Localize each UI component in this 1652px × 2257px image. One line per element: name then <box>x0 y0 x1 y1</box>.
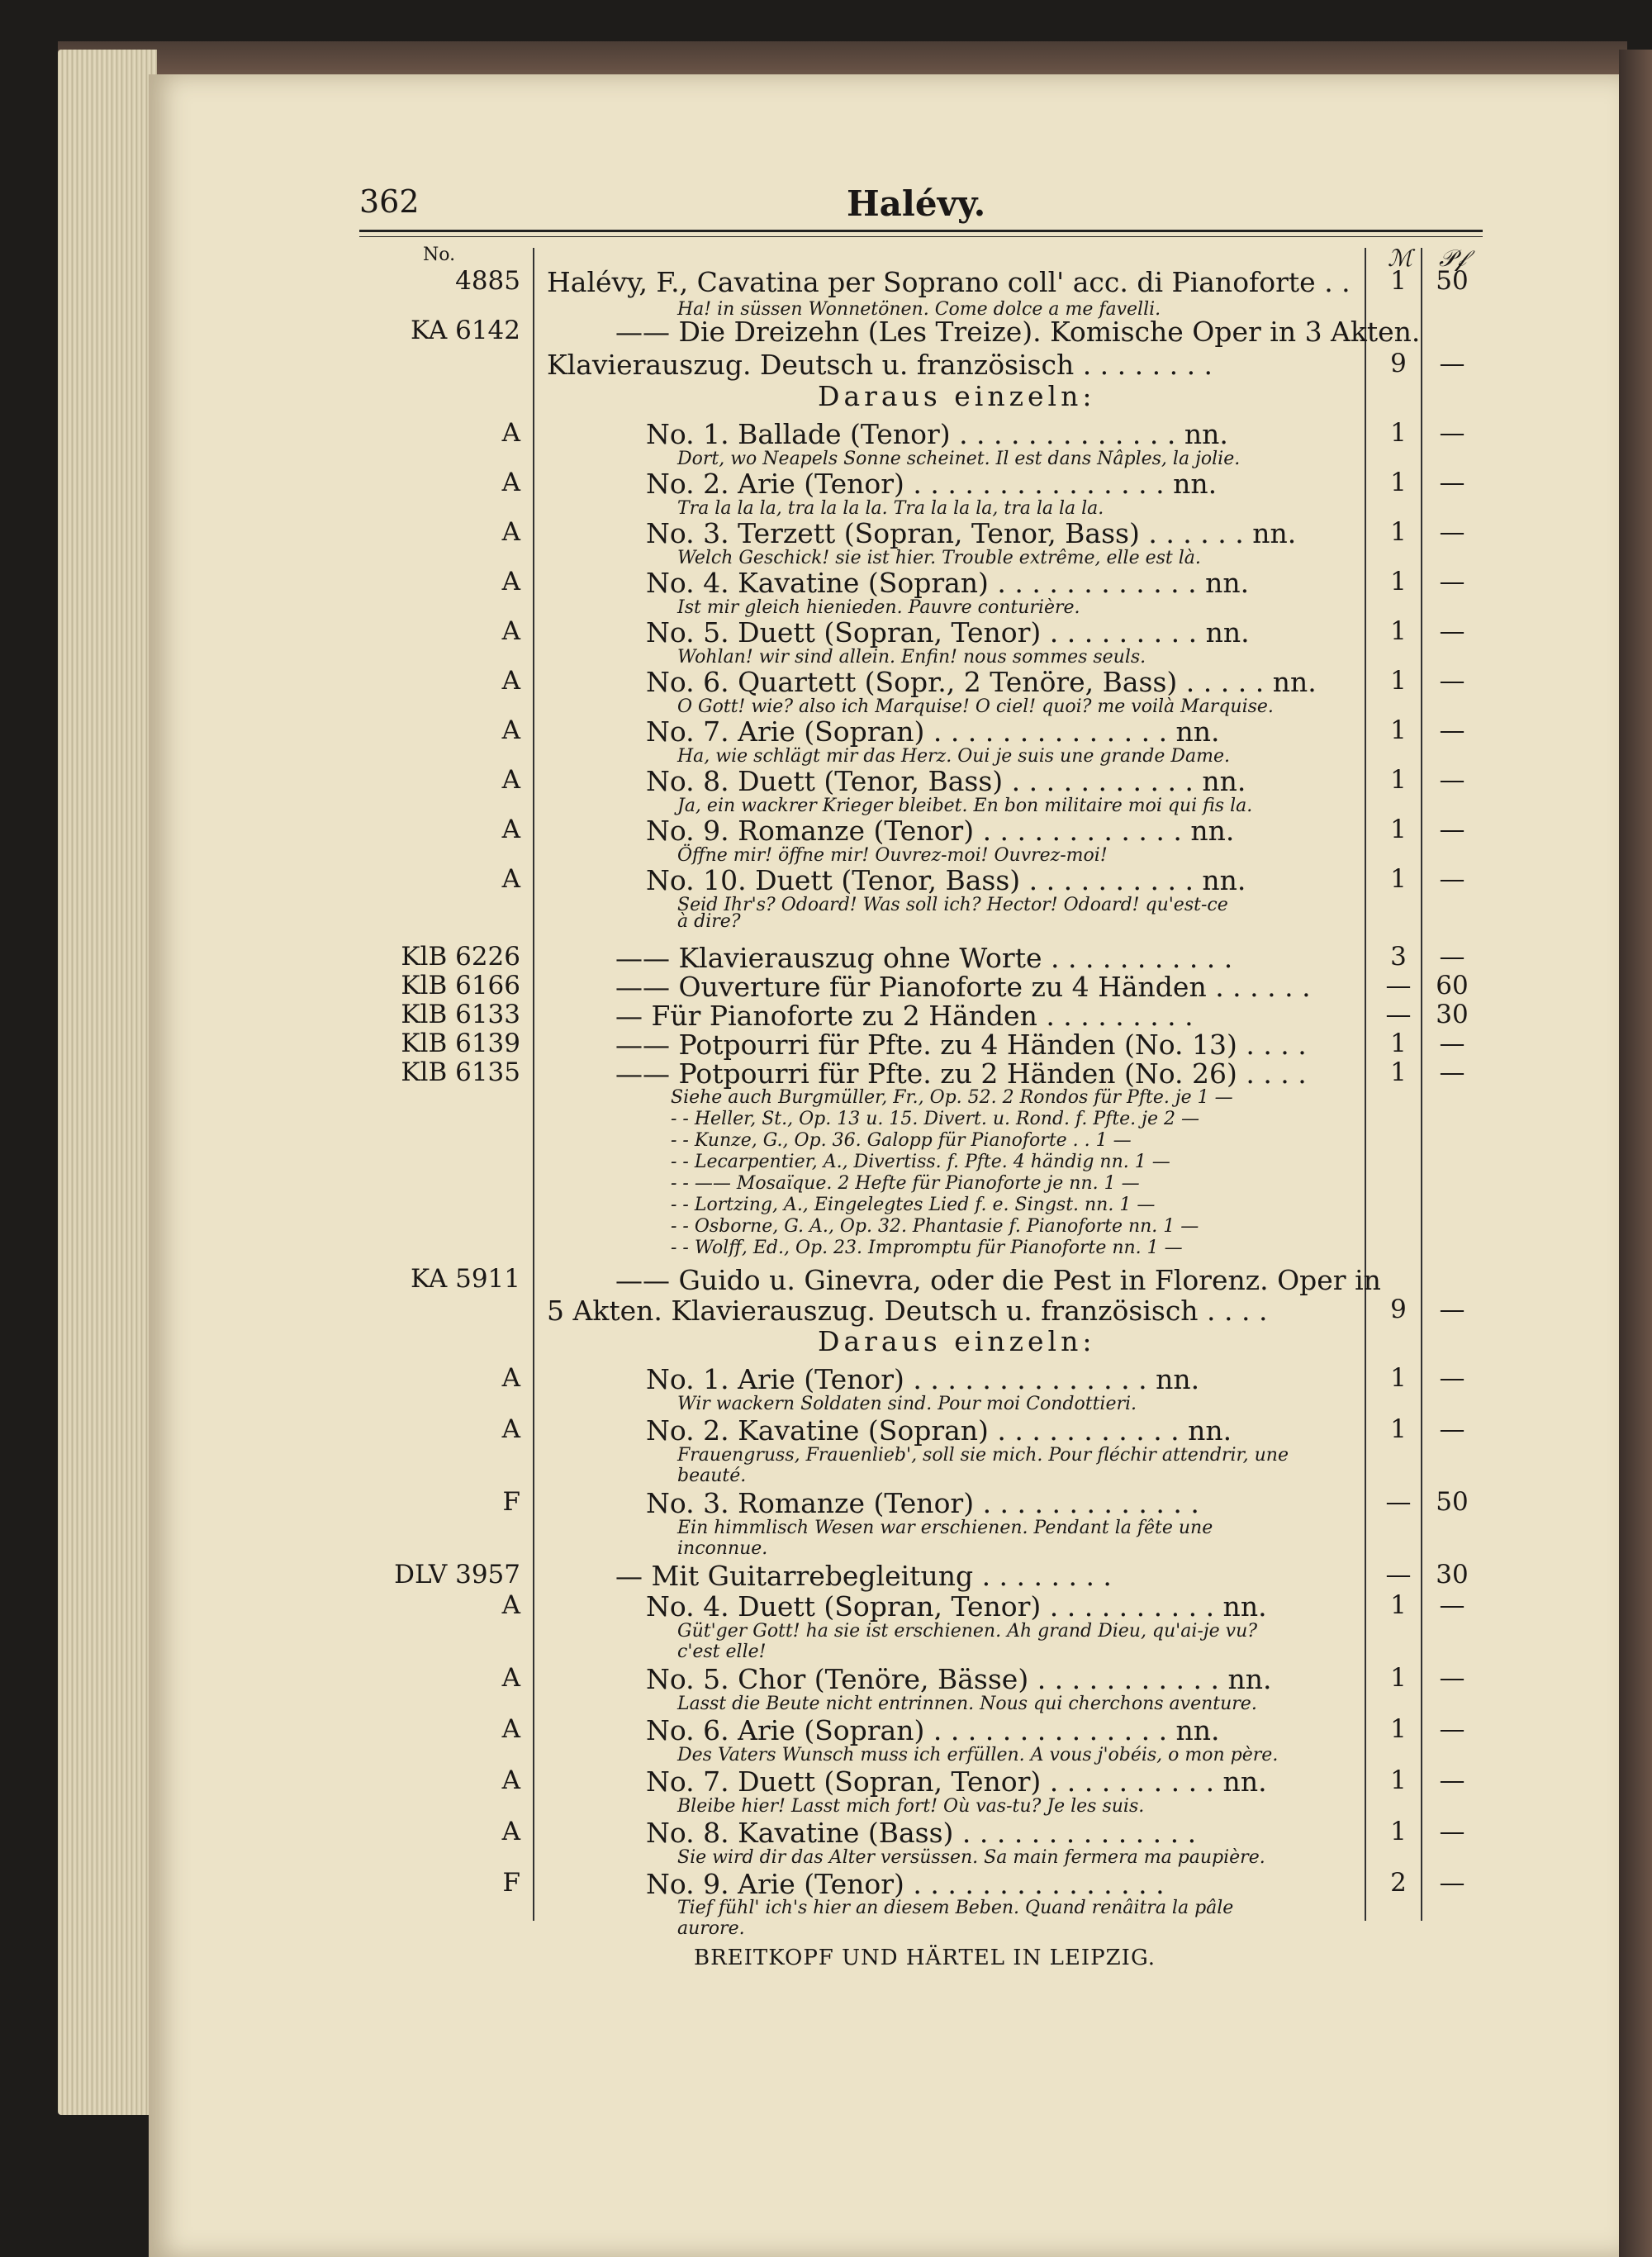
catalog-number: KlB 6226 <box>401 942 520 972</box>
note-text: Ein himmlisch Wesen war erschienen. Pendant la fête une <box>677 1518 1213 1538</box>
page-header: Halévy. <box>847 183 986 224</box>
catalog-number: KA 5911 <box>410 1264 520 1294</box>
entry-title: Klavierauszug. Deutsch u. französisch . . . . . . . . <box>547 349 1213 381</box>
entry-title: —— Potpourri für Pfte. zu 4 Händen (No. 13) . . . . <box>615 1029 1307 1061</box>
price-pfennig: 30 <box>1436 1000 1469 1029</box>
price-pfennig: — <box>1439 1817 1465 1846</box>
price-mark: 1 <box>1390 468 1407 497</box>
entry-title: — Für Pianoforte zu 2 Händen . . . . . . . . . <box>615 1000 1194 1032</box>
price-pfennig: — <box>1439 1765 1465 1795</box>
price-mark: 9 <box>1390 1295 1407 1324</box>
price-pfennig: — <box>1439 567 1465 596</box>
note-text: Siehe auch Burgmüller, Fr., Op. 52. 2 Rondos für Pfte. je 1 — <box>671 1087 1233 1108</box>
price-pfennig: — <box>1439 666 1465 696</box>
price-pfennig: — <box>1439 1663 1465 1693</box>
price-mark: 1 <box>1390 517 1407 547</box>
catalog-number: A <box>501 815 520 844</box>
note-text: c'est elle! <box>677 1642 767 1662</box>
catalog-number: A <box>501 864 520 894</box>
price-pfennig: 50 <box>1436 1487 1469 1517</box>
entry-title: —— Ouverture für Pianoforte zu 4 Händen . . . . . . <box>615 971 1311 1003</box>
entry-title: No. 7. Duett (Sopran, Tenor) . . . . . . . . . . nn. <box>646 1765 1267 1798</box>
catalog-number: A <box>501 1663 520 1693</box>
entry-title: No. 4. Duett (Sopran, Tenor) . . . . . . . . . . nn. <box>646 1590 1267 1623</box>
note-text: - - Kunze, G., Op. 36. Galopp für Pianoforte . . 1 — <box>671 1130 1132 1151</box>
price-mark: 1 <box>1390 1057 1407 1087</box>
entry-title: No. 3. Romanze (Tenor) . . . . . . . . . . . . . <box>646 1487 1199 1519</box>
entry-title: No. 4. Kavatine (Sopran) . . . . . . . . . . . . nn. <box>646 567 1250 599</box>
price-mark: 1 <box>1390 266 1407 296</box>
price-pfennig: — <box>1439 1029 1465 1058</box>
price-mark: 1 <box>1390 567 1407 596</box>
price-mark: 1 <box>1390 1714 1407 1744</box>
price-mark: — <box>1385 1487 1412 1517</box>
catalog-number: KlB 6135 <box>401 1057 520 1087</box>
price-mark: 1 <box>1390 1817 1407 1846</box>
column-label-mark: ℳ <box>1388 245 1412 272</box>
price-pfennig: — <box>1439 765 1465 795</box>
price-mark: 2 <box>1390 1868 1407 1898</box>
price-pfennig: 50 <box>1436 266 1469 296</box>
price-pfennig: — <box>1439 349 1465 378</box>
price-pfennig: — <box>1439 468 1465 497</box>
note-text: Tra la la la, tra la la la. Tra la la la, tra la la la. <box>677 498 1104 519</box>
catalog-number: KlB 6139 <box>401 1029 520 1058</box>
note-text: - - Lortzing, A., Eingelegtes Lied f. e. Singst. nn. 1 — <box>671 1195 1156 1215</box>
entry-title: No. 2. Kavatine (Sopran) . . . . . . . . . . . nn. <box>646 1414 1232 1447</box>
catalog-number: A <box>501 418 520 448</box>
price-mark: — <box>1385 1560 1412 1589</box>
price-pfennig: — <box>1439 616 1465 646</box>
price-mark: 1 <box>1390 1029 1407 1058</box>
price-mark: 3 <box>1390 942 1407 972</box>
price-mark: — <box>1385 971 1412 1000</box>
price-pfennig: — <box>1439 1414 1465 1444</box>
catalog-number: A <box>501 1363 520 1393</box>
price-mark: 1 <box>1390 666 1407 696</box>
note-text: Wir wackern Soldaten sind. Pour moi Condottieri. <box>677 1394 1137 1414</box>
catalog-number: A <box>501 1817 520 1846</box>
catalog-number: KlB 6166 <box>401 971 520 1000</box>
catalog-number: KA 6142 <box>410 316 520 345</box>
price-mark: 1 <box>1390 864 1407 894</box>
catalog-number: A <box>501 567 520 596</box>
price-pfennig: — <box>1439 1868 1465 1898</box>
note-text: Ha! in süssen Wonnetönen. Come dolce a me favelli. <box>677 299 1161 320</box>
note-text: Wohlan! wir sind allein. Enfin! nous sommes seuls. <box>677 647 1146 668</box>
price-pfennig: — <box>1439 1714 1465 1744</box>
entry-title: No. 9. Arie (Tenor) . . . . . . . . . . . . . . . <box>646 1868 1165 1900</box>
catalog-number: A <box>501 666 520 696</box>
note-text: à dire? <box>677 911 741 932</box>
price-pfennig: 30 <box>1436 1560 1469 1589</box>
entry-title: —— Potpourri für Pfte. zu 2 Händen (No. 26) . . . . <box>615 1057 1307 1090</box>
price-pfennig: — <box>1439 418 1465 448</box>
note-text: Des Vaters Wunsch muss ich erfüllen. A vous j'obéis, o mon père. <box>677 1745 1279 1765</box>
catalog-number: DLV 3957 <box>394 1560 520 1589</box>
entry-title: No. 5. Chor (Tenöre, Bässe) . . . . . . . . . . . nn. <box>646 1663 1272 1695</box>
note-text: Sie wird dir das Alter versüssen. Sa main fermera ma paupière. <box>677 1847 1265 1868</box>
entry-title: —— Die Dreizehn (Les Treize). Komische Oper in 3 Akten. <box>615 316 1421 348</box>
catalog-number: F <box>502 1487 520 1517</box>
price-pfennig: — <box>1439 1363 1465 1393</box>
catalog-number: A <box>501 517 520 547</box>
price-pfennig: — <box>1439 715 1465 745</box>
note-text: Seid Ihr's? Odoard! Was soll ich? Hector! Odoard! qu'est-ce <box>677 895 1228 915</box>
catalog-number: A <box>501 468 520 497</box>
publisher-footer: BREITKOPF UND HÄRTEL IN LEIPZIG. <box>694 1946 1156 1970</box>
price-mark: 9 <box>1390 349 1407 378</box>
note-text: - - Heller, St., Op. 13 u. 15. Divert. u. Rond. f. Pfte. je 2 — <box>671 1109 1199 1129</box>
note-text: Dort, wo Neapels Sonne scheinet. Il est dans Nâples, la jolie. <box>677 449 1241 469</box>
entry-title: No. 3. Terzett (Sopran, Tenor, Bass) . . . . . . nn. <box>646 517 1297 549</box>
price-mark: 1 <box>1390 1765 1407 1795</box>
catalog-number: A <box>501 1414 520 1444</box>
entry-title: No. 7. Arie (Sopran) . . . . . . . . . . . . . . nn. <box>646 715 1220 748</box>
note-text: Güt'ger Gott! ha sie ist erschienen. Ah grand Dieu, qu'ai-je vu? <box>677 1621 1258 1642</box>
price-pfennig: — <box>1439 864 1465 894</box>
note-text: aurore. <box>677 1918 745 1939</box>
catalog-number: A <box>501 1590 520 1620</box>
entry-title: No. 5. Duett (Sopran, Tenor) . . . . . . . . . nn. <box>646 616 1250 649</box>
entry-title: No. 1. Ballade (Tenor) . . . . . . . . . . . . . nn. <box>646 418 1228 450</box>
column-label-no: No. <box>423 245 456 265</box>
note-text: - - Wolff, Ed., Op. 23. Impromptu für Pianoforte nn. 1 — <box>671 1238 1183 1258</box>
entry-title: No. 6. Quartett (Sopr., 2 Tenöre, Bass) . . . . . nn. <box>646 666 1317 698</box>
price-mark: 1 <box>1390 815 1407 844</box>
catalog-number: A <box>501 715 520 745</box>
note-text: Welch Geschick! sie ist hier. Trouble extrême, elle est là. <box>677 548 1201 568</box>
entry-title: —— Guido u. Ginevra, oder die Pest in Florenz. Oper in <box>615 1264 1381 1296</box>
price-mark: 1 <box>1390 715 1407 745</box>
catalog-number: A <box>501 765 520 795</box>
price-mark: 1 <box>1390 1414 1407 1444</box>
note-text: Ist mir gleich hienieden. Pauvre conturière. <box>677 597 1080 618</box>
price-mark: 1 <box>1390 765 1407 795</box>
note-text: Bleibe hier! Lasst mich fort! Où vas-tu? Je les suis. <box>677 1796 1145 1817</box>
entry-title: No. 8. Kavatine (Bass) . . . . . . . . . . . . . . <box>646 1817 1197 1849</box>
price-mark: 1 <box>1390 1663 1407 1693</box>
note-text: Öffne mir! öffne mir! Ouvrez-moi! Ouvrez-moi! <box>677 845 1108 866</box>
catalog-number: F <box>502 1868 520 1898</box>
price-pfennig: 60 <box>1436 971 1469 1000</box>
note-text: Tief fühl' ich's hier an diesem Beben. Quand renâitra la pâle <box>677 1898 1234 1918</box>
page-number: 362 <box>359 183 420 220</box>
note-text: O Gott! wie? also ich Marquise! O ciel! quoi? me voilà Marquise. <box>677 696 1274 717</box>
catalog-number: 4885 <box>455 266 520 296</box>
note-text: inconnue. <box>677 1538 768 1559</box>
price-mark: 1 <box>1390 1590 1407 1620</box>
price-pfennig: — <box>1439 942 1465 972</box>
catalog-number: A <box>501 616 520 646</box>
catalog-number: KlB 6133 <box>401 1000 520 1029</box>
note-text: Ha, wie schlägt mir das Herz. Oui je suis une grande Dame. <box>677 746 1231 767</box>
entry-title: 5 Akten. Klavierauszug. Deutsch u. französisch . . . . <box>547 1295 1268 1327</box>
price-pfennig: — <box>1439 1295 1465 1324</box>
section-heading: Daraus einzeln: <box>818 380 1096 412</box>
price-mark: 1 <box>1390 418 1407 448</box>
column-label-pf: 𝒫𝒻 <box>1439 245 1466 272</box>
note-text: - - Osborne, G. A., Op. 32. Phantasie f. Pianoforte nn. 1 — <box>671 1216 1199 1237</box>
note-text: beauté. <box>677 1466 747 1486</box>
price-pfennig: — <box>1439 1590 1465 1620</box>
price-pfennig: — <box>1439 517 1465 547</box>
price-mark: 1 <box>1390 616 1407 646</box>
price-pfennig: — <box>1439 815 1465 844</box>
entry-title: No. 9. Romanze (Tenor) . . . . . . . . . . . . nn. <box>646 815 1235 847</box>
entry-title: —— Klavierauszug ohne Worte . . . . . . . . . . . <box>615 942 1233 974</box>
note-text: - - Lecarpentier, A., Divertiss. f. Pfte. 4 händig nn. 1 — <box>671 1152 1170 1172</box>
price-pfennig: — <box>1439 1057 1465 1087</box>
price-mark: 1 <box>1390 1363 1407 1393</box>
note-text: - - —— Mosaïque. 2 Hefte für Pianoforte je nn. 1 — <box>671 1173 1140 1194</box>
catalog-number: A <box>501 1765 520 1795</box>
section-heading: Daraus einzeln: <box>818 1325 1096 1357</box>
entry-title: Halévy, F., Cavatina per Soprano coll' acc. di Pianoforte . . <box>547 266 1351 298</box>
entry-title: No. 6. Arie (Sopran) . . . . . . . . . . . . . . nn. <box>646 1714 1220 1746</box>
entry-title: No. 1. Arie (Tenor) . . . . . . . . . . . . . . nn. <box>646 1363 1200 1395</box>
entry-title: No. 10. Duett (Tenor, Bass) . . . . . . . . . . nn. <box>646 864 1246 896</box>
note-text: Ja, ein wackrer Krieger bleibet. En bon militaire moi qui fis la. <box>677 796 1253 816</box>
entry-title: — Mit Guitarrebegleitung . . . . . . . . <box>615 1560 1112 1592</box>
price-mark: — <box>1385 1000 1412 1029</box>
entry-title: No. 2. Arie (Tenor) . . . . . . . . . . . . . . . nn. <box>646 468 1218 500</box>
note-text: Lasst die Beute nicht entrinnen. Nous qui cherchons aventure. <box>677 1694 1257 1714</box>
catalog-number: A <box>501 1714 520 1744</box>
entry-title: No. 8. Duett (Tenor, Bass) . . . . . . . . . . . nn. <box>646 765 1246 797</box>
note-text: Frauengruss, Frauenlieb', soll sie mich. Pour fléchir attendrir, une <box>677 1445 1289 1466</box>
